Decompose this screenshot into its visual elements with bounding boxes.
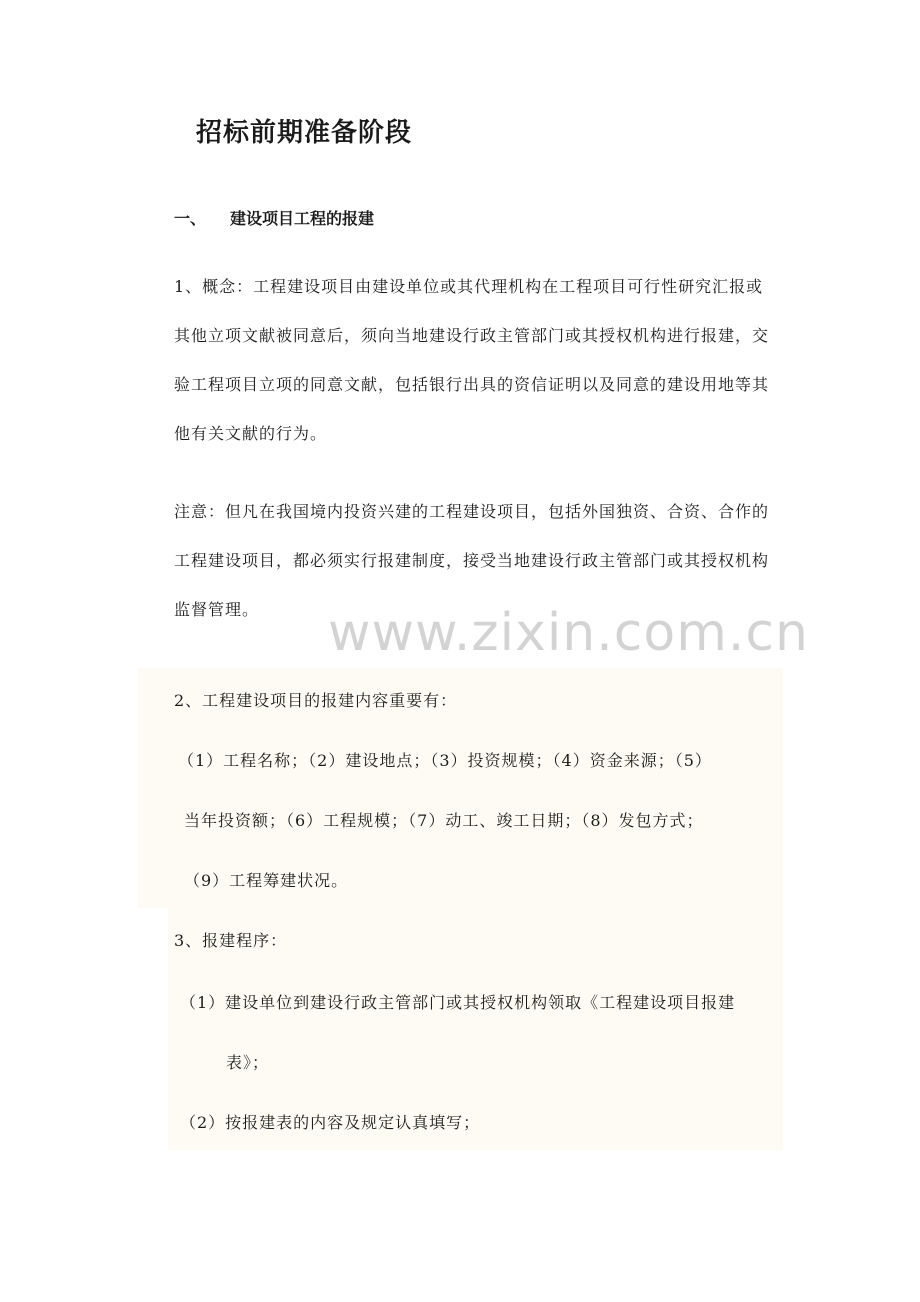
- watermark: www.zixin.com.cn: [328, 603, 809, 663]
- procedure-step-continuation: 表》；: [226, 1053, 270, 1072]
- note-paragraph: 注意：但凡在我国境内投资兴建的工程建设项目，包括外国独资、合资、合作的工程建设项目，都必须实行报建制度，接受当地建设行政主管部门或其授权机构监督管理。: [174, 502, 770, 619]
- procedure-step: （2）按报建表的内容及规定认真填写；: [180, 1113, 481, 1132]
- highlighted-block: [138, 668, 783, 1150]
- section-number: 一、: [174, 209, 207, 228]
- content-list-line: 当年投资额；（6）工程规模；（7）动工、竣工日期；（8）发包方式；: [184, 811, 704, 830]
- procedure-step: （1）建设单位到建设行政主管部门或其授权机构领取《工程建设项目报建: [180, 993, 736, 1012]
- document-title: 招标前期准备阶段: [196, 118, 413, 148]
- section-heading-text: 建设项目工程的报建: [230, 209, 375, 228]
- content-heading: 2、工程建设项目的报建内容重要有：: [174, 691, 458, 710]
- content-list-line: （1）工程名称；（2）建设地点；（3）投资规模；（4）资金来源；（5）: [178, 751, 712, 770]
- highlight-indent-gap: [138, 908, 168, 1150]
- section-heading: [174, 206, 374, 229]
- procedure-heading: 3、报建程序：: [174, 931, 288, 950]
- concept-paragraph: 1、概念：工程建设项目由建设单位或其代理机构在工程项目可行性研究汇报或其他立项文献被同意后，须向当地建设行政主管部门或其授权机构进行报建，交验工程项目立项的同意文献，包括银行出具的资信证明以及同意的建设用地等其他有关文献的行为。: [174, 277, 770, 443]
- content-list-line: （9）工程筹建状况。: [184, 871, 349, 890]
